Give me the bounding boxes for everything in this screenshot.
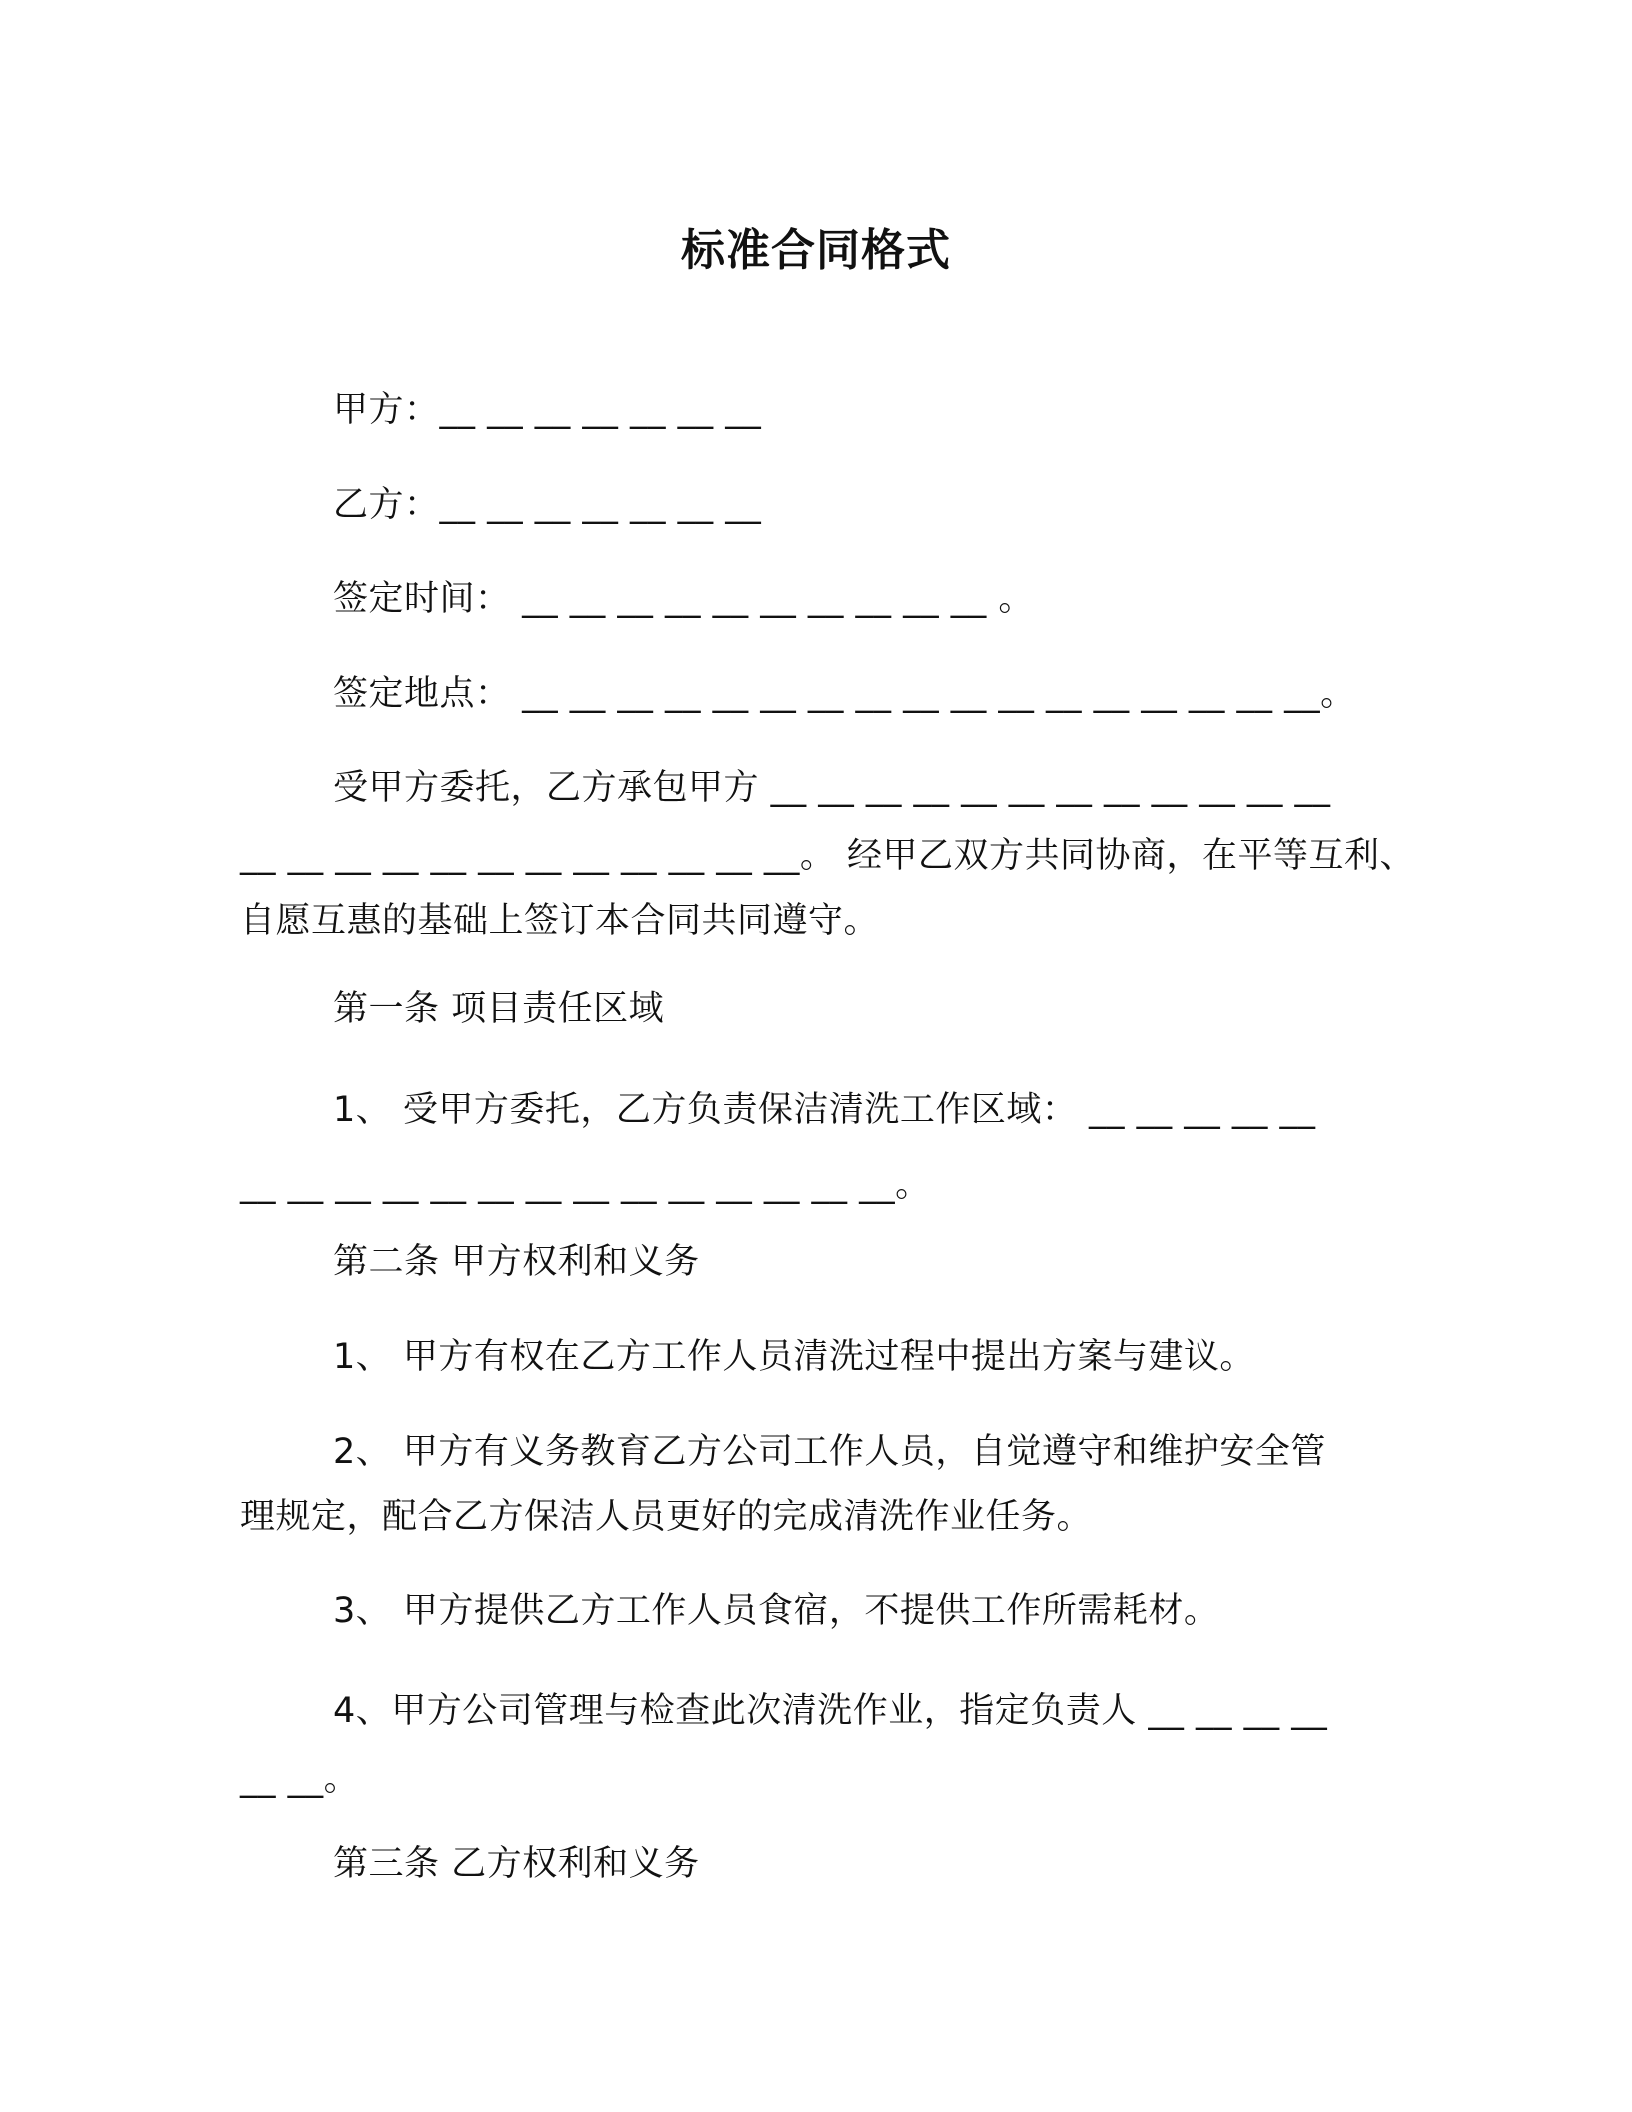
intro-paragraph-line-1: 受甲方委托，乙方承包甲方 __ __ __ __ __ __ __ __ __ __ __ __ [333,768,1331,808]
sign-place-line: 签定地点： __ __ __ __ __ __ __ __ __ __ __ __ __ __ __ __ __。 [333,674,1356,714]
intro-paragraph-line-2: __ __ __ __ __ __ __ __ __ __ __ __。 经甲乙双方共同协商，在平等互利、 [240,836,1416,876]
article-1-heading: 第一条 项目责任区域 [333,989,665,1029]
article-2-item-4-line-1: 4、甲方公司管理与检查此次清洗作业，指定负责人 __ __ __ __ [333,1691,1328,1731]
document-title: 标准合同格式 [681,225,951,276]
intro-paragraph-line-3: 自愿互惠的基础上签订本合同共同遵守。 [240,901,880,941]
article-1-item-1-line-1: 1、 受甲方委托，乙方负责保洁清洗工作区域： __ __ __ __ __ [333,1090,1316,1130]
party-b-line: 乙方：__ __ __ __ __ __ __ [333,485,762,525]
party-a-line: 甲方：__ __ __ __ __ __ __ [333,390,762,430]
sign-time-line: 签定时间： __ __ __ __ __ __ __ __ __ __ 。 [333,579,1034,619]
article-2-item-2-line-2: 理规定，配合乙方保洁人员更好的完成清洗作业任务。 [240,1497,1093,1537]
article-3-heading: 第三条 乙方权利和义务 [333,1844,700,1884]
article-2-item-1: 1、 甲方有权在乙方工作人员清洗过程中提出方案与建议。 [333,1337,1255,1377]
article-2-item-4-line-2: __ __。 [240,1759,360,1799]
article-2-heading: 第二条 甲方权利和义务 [333,1242,700,1282]
article-2-item-2-line-1: 2、 甲方有义务教育乙方公司工作人员，自觉遵守和维护安全管 [333,1432,1326,1472]
article-2-item-3: 3、 甲方提供乙方工作人员食宿，不提供工作所需耗材。 [333,1591,1220,1631]
article-1-item-1-line-2: __ __ __ __ __ __ __ __ __ __ __ __ __ __。 [240,1165,931,1205]
